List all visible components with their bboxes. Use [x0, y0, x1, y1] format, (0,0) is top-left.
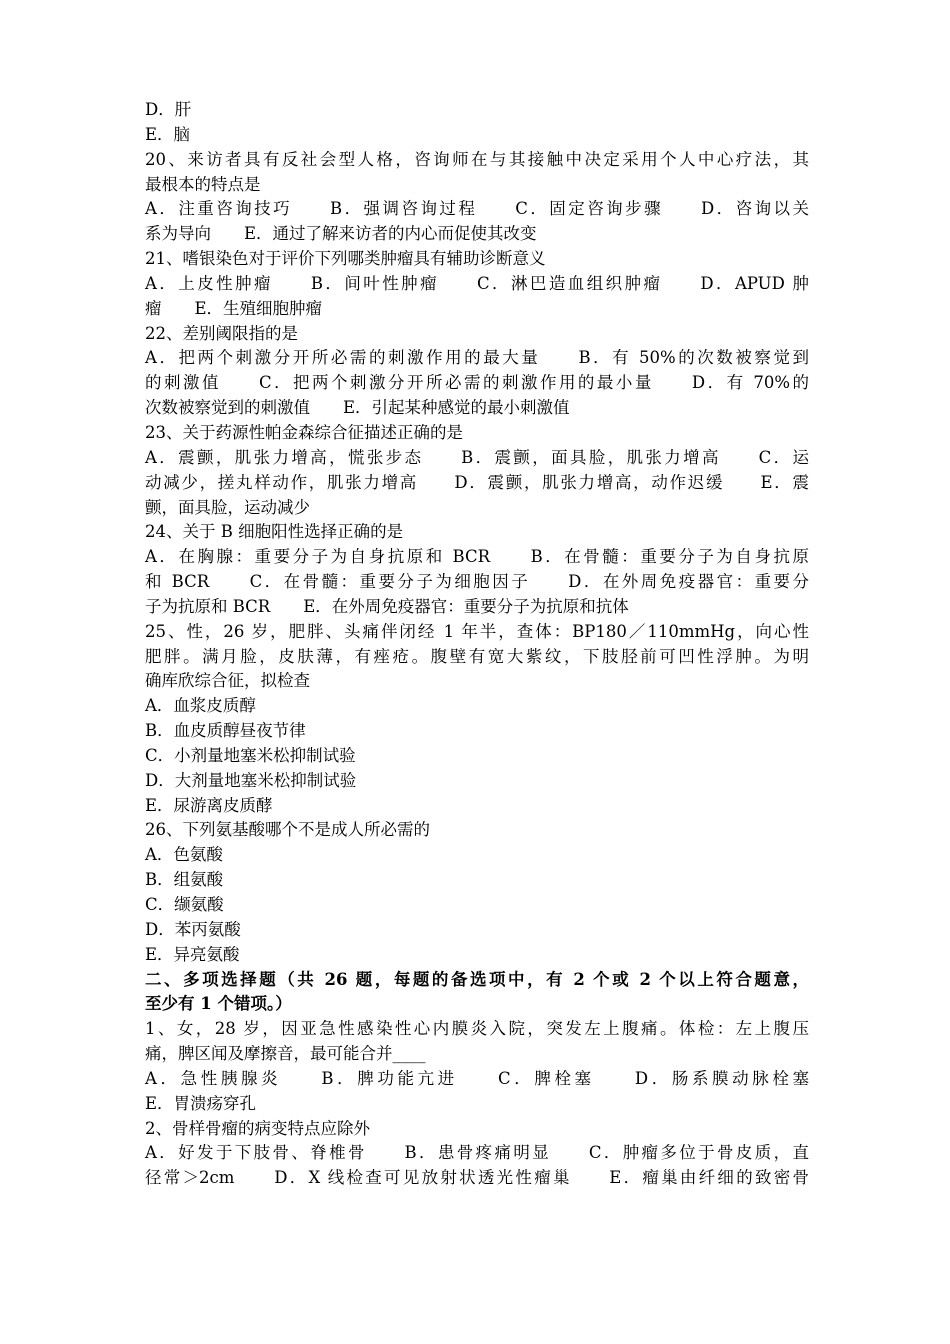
question-line: 24、关于 B 细胞阳性选择正确的是	[145, 522, 404, 542]
question-line: 21、嗜银染色对于评价下列哪类肿瘤具有辅助诊断意义	[145, 249, 546, 269]
option-line: D．肝	[145, 100, 192, 119]
document-page	[145, 98, 809, 1191]
option-line: 子为抗原和 BCR E．在外周免疫器官：重要分子为抗原和抗体	[145, 596, 629, 616]
option-line: D．苯丙氨酸	[145, 919, 241, 939]
option-line: B．组氨酸	[145, 870, 224, 890]
question-line: 1、女，28 岁，因亚急性感染性心内膜炎入院，突发左上腹痛。体检：左上腹压	[145, 1019, 809, 1039]
option-line: A．上皮性肿瘤 B．间叶性肿瘤 C．淋巴造血组织肿瘤 D．APUD 肿	[145, 273, 809, 293]
question-line: 23、关于药源性帕金森综合征描述正确的是	[145, 422, 463, 442]
question-line: 22、差别阈限指的是	[145, 323, 298, 343]
question-line: 确库欣综合征，拟检查	[145, 671, 310, 691]
option-line: D．大剂量地塞米松抑制试验	[145, 770, 357, 790]
option-line: C．缬氨酸	[145, 895, 224, 914]
option-line: A．把两个刺激分开所必需的刺激作用的最大量 B．有 50%的次数被察觉到	[145, 348, 809, 368]
option-line: 的刺激值 C．把两个刺激分开所必需的刺激作用的最小量 D．有 70%的	[145, 373, 809, 393]
option-line: A．在胸腺：重要分子为自身抗原和 BCR B．在骨髓：重要分子为自身抗原	[145, 547, 809, 567]
question-line: 2、骨样骨瘤的病变特点应除外	[145, 1118, 370, 1138]
option-line: A．震颤，肌张力增高，慌张步态 B．震颤，面具脸，肌张力增高 C．运	[145, 447, 809, 467]
question-line: 最根本的特点是	[145, 174, 261, 194]
option-line: 颤，面具脸，运动减少	[145, 497, 310, 517]
option-line: 次数被察觉到的刺激值 E．引起某种感觉的最小刺激值	[145, 398, 570, 418]
option-line: C．小剂量地塞米松抑制试验	[145, 745, 356, 765]
option-line: 径常＞2cm D．X 线检查可见放射状透光性瘤巢 E．瘤巢由纤细的致密骨	[145, 1168, 809, 1188]
option-line: A．好发于下肢骨、脊椎骨 B．患骨疼痛明显 C．肿瘤多位于骨皮质，直	[145, 1143, 809, 1163]
option-line: 动减少，搓丸样动作，肌张力增高 D．震颤，肌张力增高，动作迟缓 E．震	[145, 472, 809, 492]
section-heading-line: 至少有 1 个错项。）	[145, 994, 292, 1014]
option-line: B．血皮质醇昼夜节律	[145, 721, 306, 741]
question-line: 26、下列氨基酸哪个不是成人所必需的	[145, 820, 430, 840]
option-line: A．血浆皮质醇	[145, 696, 256, 716]
question-line: 20、来访者具有反社会型人格，咨询师在与其接触中决定采用个人中心疗法，其	[145, 149, 809, 169]
option-line: E．脑	[145, 124, 191, 144]
question-line: 痛，脾区闻及摩擦音，最可能合并____	[145, 1044, 426, 1064]
option-line: 系为导向 E．通过了解来访者的内心而促使其改变	[145, 224, 537, 244]
option-line: 瘤 E．生殖细胞肿瘤	[145, 298, 323, 318]
option-line: E．异亮氨酸	[145, 944, 240, 964]
option-line: A．急性胰腺炎 B．脾功能亢进 C．脾栓塞 D．肠系膜动脉栓塞	[145, 1068, 809, 1088]
option-line: E．尿游离皮质酵	[145, 795, 273, 815]
option-line: E．胃溃疡穿孔	[145, 1093, 257, 1113]
option-line: A．注重咨询技巧 B．强调咨询过程 C．固定咨询步骤 D．咨询以关	[145, 199, 809, 219]
question-line: 肥胖。满月脸，皮肤薄，有痤疮。腹壁有宽大紫纹，下肢胫前可凹性浮肿。为明	[145, 646, 809, 666]
section-heading-line: 二、多项选择题（共 26 题，每题的备选项中，有 2 个或 2 个以上符合题意，	[145, 969, 809, 989]
option-line: A．色氨酸	[145, 845, 223, 865]
option-line: 和 BCR C．在骨髓：重要分子为细胞因子 D．在外周免疫器官：重要分	[145, 572, 809, 592]
question-line: 25、性，26 岁，肥胖、头痛伴闭经 1 年半，查体：BP180／110mmHg，向心性	[145, 621, 809, 641]
